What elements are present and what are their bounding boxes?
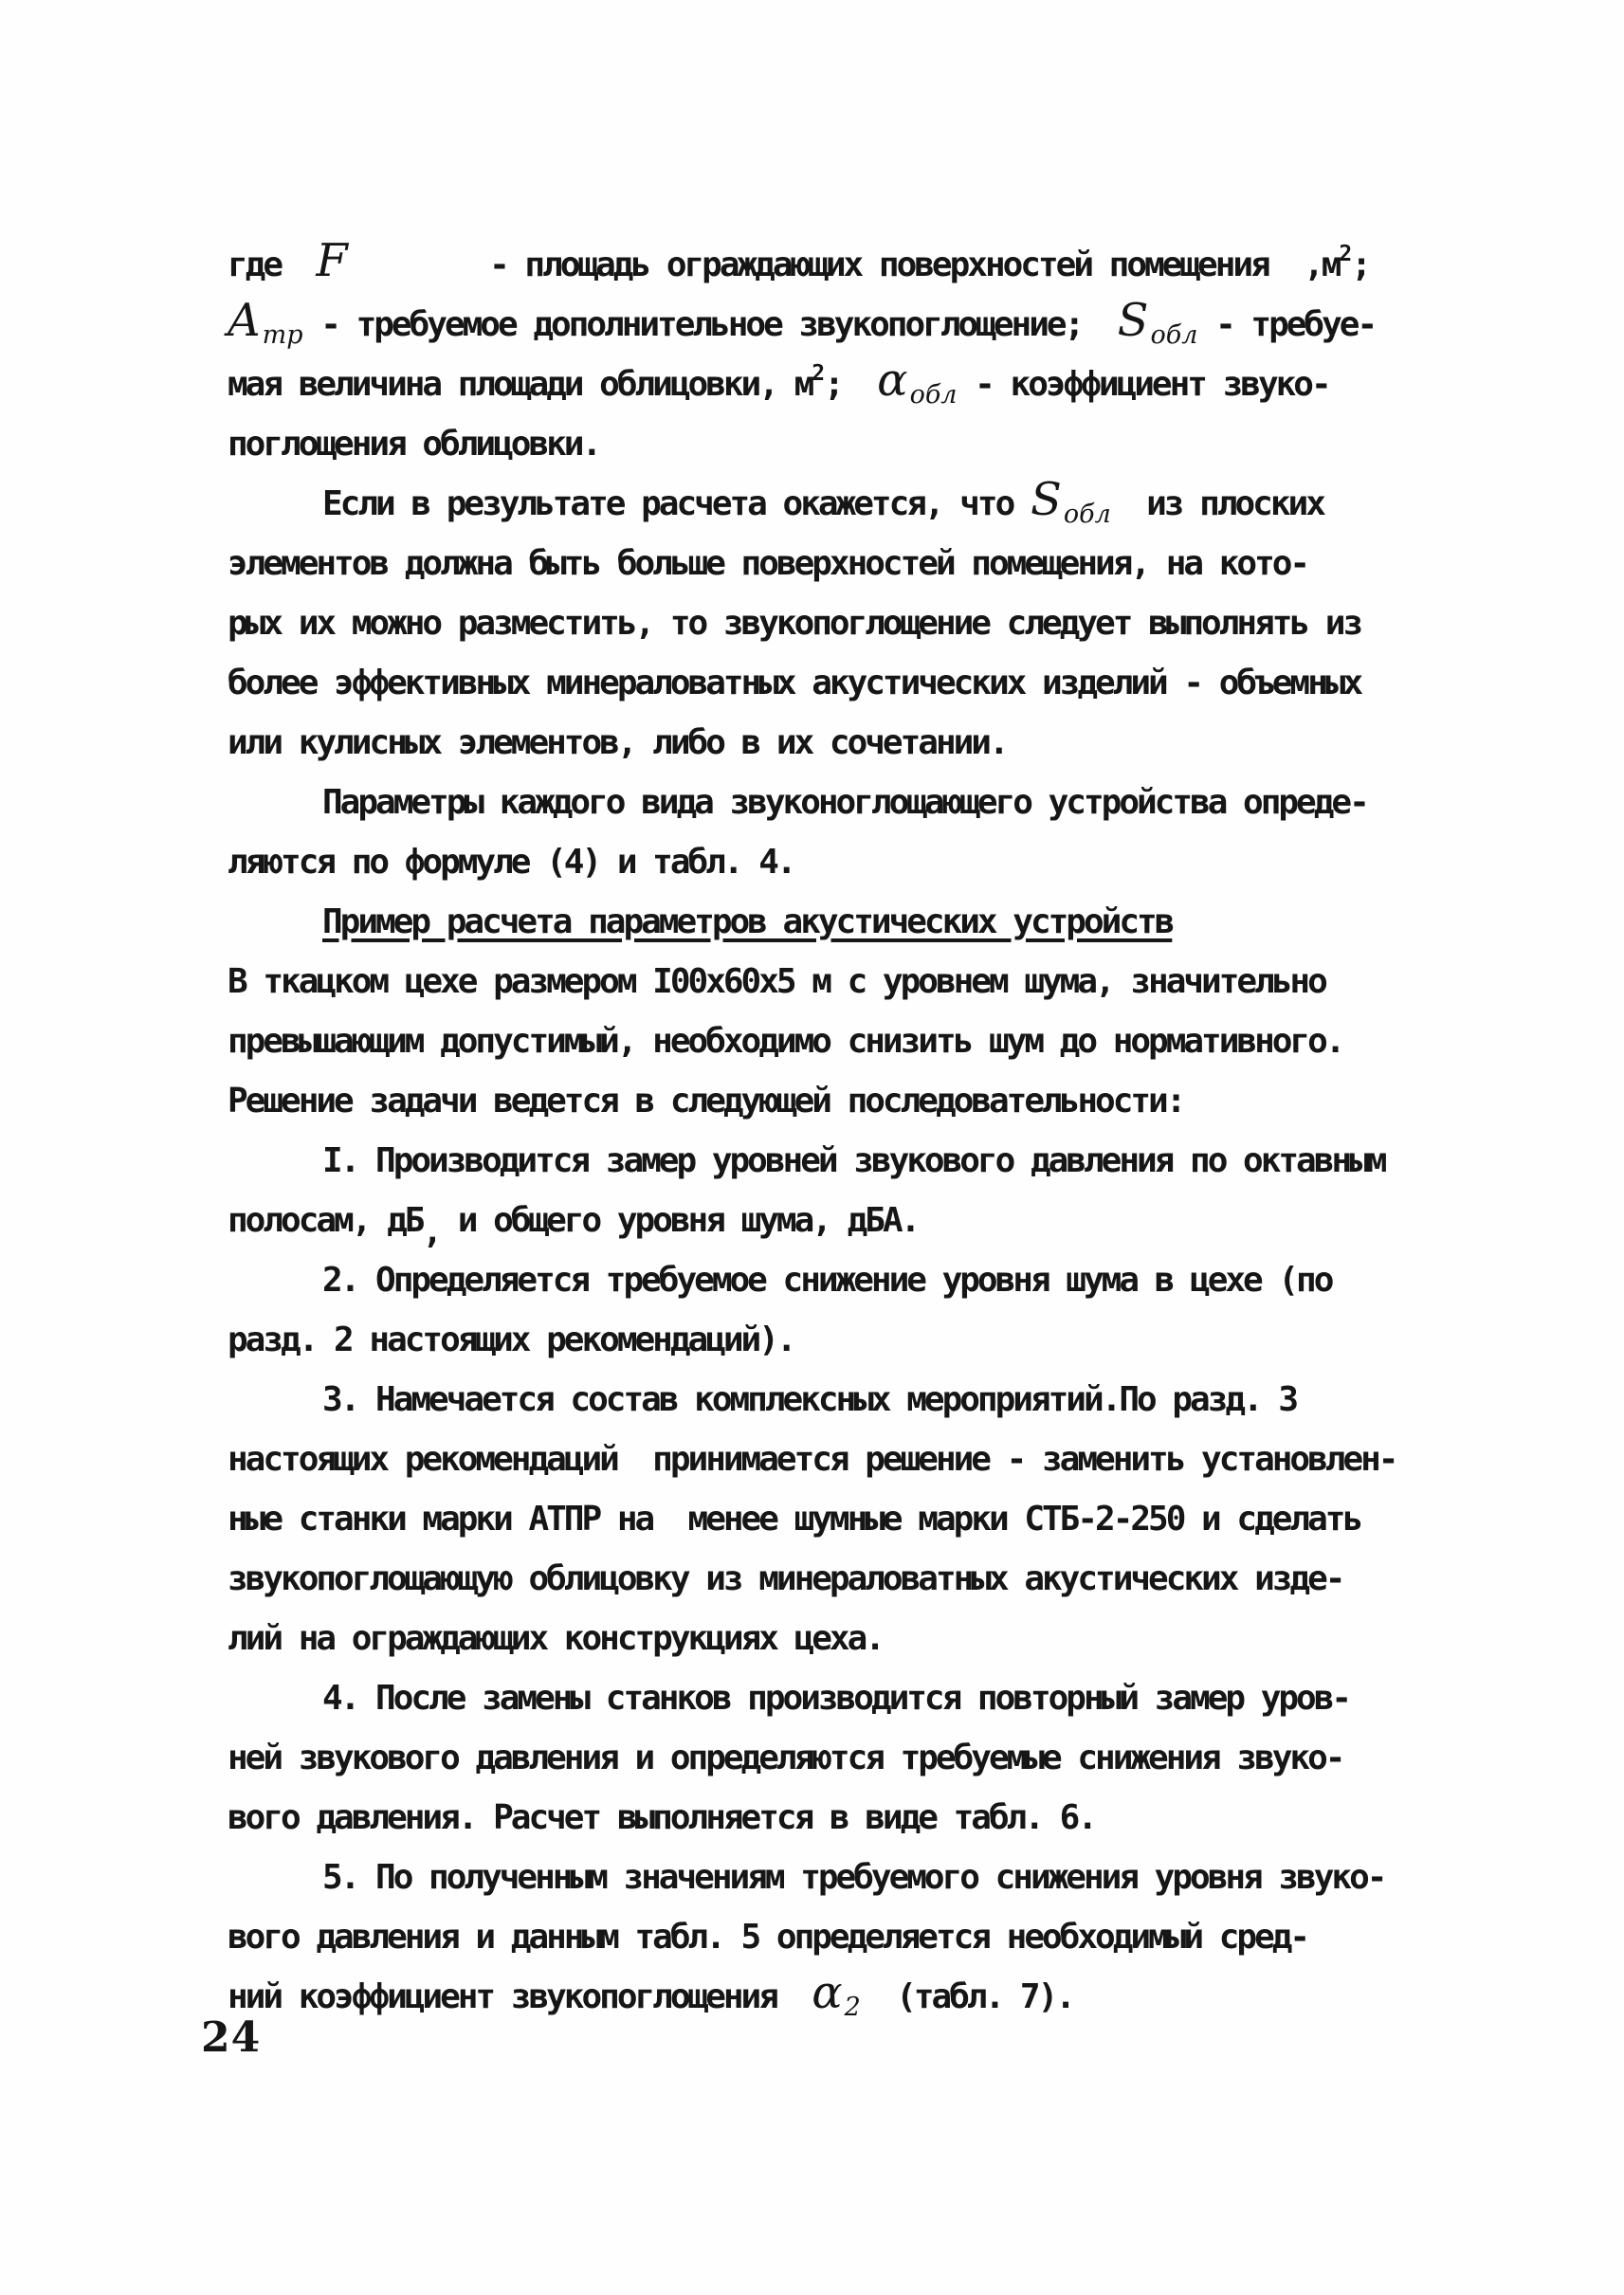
superscript-text: 2 bbox=[1339, 242, 1352, 266]
typewritten-text: разд. 2 настоящих рекомендаций). bbox=[228, 1321, 794, 1359]
text-line bbox=[228, 1549, 1460, 1609]
text-line bbox=[228, 1131, 1460, 1191]
typewritten-text: - требуемое дополнительное звукопоглощение; bbox=[302, 305, 1118, 344]
text-line bbox=[228, 1250, 1460, 1310]
text-line bbox=[228, 593, 1460, 653]
handwritten-formula: $A_{тр}$ bbox=[228, 294, 303, 350]
text-line bbox=[228, 295, 1460, 355]
typewritten-text: где bbox=[228, 246, 317, 284]
typewritten-text: 3. Намечается состав комплексных мероприятий.По разд. 3 bbox=[322, 1380, 1297, 1419]
text-line bbox=[228, 773, 1460, 832]
typewritten-text: Если в результате расчета окажется, что bbox=[322, 484, 1031, 523]
typewritten-text: Параметры каждого вида звуконоглощающего устройства опреде- bbox=[322, 783, 1367, 822]
typewritten-text: 4. После замены станков производится повторный замер уров- bbox=[322, 1679, 1350, 1718]
handwritten-formula: $\alpha_{обл}$ bbox=[877, 354, 958, 410]
typewritten-text: вого давления и данным табл. 5 определяется необходимый сред- bbox=[228, 1918, 1308, 1957]
typewritten-text: Решение задачи ведется в следующей последовательности: bbox=[228, 1082, 1184, 1120]
text-line bbox=[228, 1967, 1460, 2027]
typewritten-text: - требуе- bbox=[1197, 305, 1376, 344]
handwritten-formula: F bbox=[316, 234, 348, 287]
text-line bbox=[228, 1848, 1460, 1907]
text-line bbox=[228, 1071, 1460, 1131]
typewritten-text: превышающим допустимый, необходимо снизить шум до нормативного. bbox=[228, 1022, 1343, 1061]
text-line bbox=[228, 713, 1460, 773]
typewritten-text: из плоских bbox=[1110, 484, 1323, 523]
typewritten-text: более эффективных минераловатных акустических изделий - объемных bbox=[228, 664, 1361, 702]
page-number: 24 bbox=[201, 2013, 262, 2062]
text-line bbox=[228, 355, 1460, 414]
handwritten-formula: $S_{обл}$ bbox=[1117, 294, 1198, 350]
typewritten-text: 5. По полученным значениям требуемого снижения уровня звуко- bbox=[322, 1858, 1385, 1897]
superscript-text: 2 bbox=[812, 361, 825, 386]
typewritten-text: ний коэффициент звукопоглощения bbox=[228, 1977, 812, 2016]
text-line bbox=[228, 1907, 1460, 1967]
document-text-block bbox=[228, 235, 1460, 2027]
text-line bbox=[228, 235, 1460, 295]
text-line bbox=[228, 952, 1460, 1011]
typewritten-text: ней звукового давления и определяются требуемые снижения звуко- bbox=[228, 1739, 1343, 1777]
typewritten-text: I. Производится замер уровней звукового давления по октавным bbox=[322, 1141, 1385, 1180]
typewritten-text: В ткацком цехе размером I00х60х5 м с уровнем шума, значительно bbox=[228, 962, 1325, 1001]
typewritten-text: или кулисных элементов, либо в их сочетании. bbox=[228, 723, 1007, 762]
typewritten-text: лий на ограждающих конструкциях цеха. bbox=[228, 1619, 883, 1658]
text-line bbox=[228, 1489, 1460, 1549]
text-line bbox=[228, 1668, 1460, 1728]
typewritten-text: мая величина площади облицовки, м bbox=[228, 365, 812, 404]
typewritten-text: элементов должна быть больше поверхностей помещения, на кото- bbox=[228, 544, 1308, 583]
text-line bbox=[228, 1011, 1460, 1071]
typewritten-text: - площадь ограждающих поверхностей помещения ,м bbox=[347, 246, 1340, 284]
lowered-comma: , bbox=[422, 1212, 441, 1251]
typewritten-text: поглощения облицовки. bbox=[228, 425, 600, 464]
typewritten-text: рых их можно разместить, то звукопоглощение следует выполнять из bbox=[228, 604, 1361, 643]
text-line bbox=[228, 1788, 1460, 1848]
text-line bbox=[228, 414, 1460, 474]
text-line bbox=[228, 1370, 1460, 1430]
handwritten-formula: $\alpha_2$ bbox=[812, 1966, 861, 2022]
text-line bbox=[228, 1728, 1460, 1788]
typewritten-text: ; bbox=[824, 365, 878, 404]
text-line bbox=[228, 653, 1460, 713]
handwritten-formula: $S_{обл}$ bbox=[1030, 473, 1111, 529]
text-line bbox=[228, 1609, 1460, 1668]
typewritten-text: ные станки марки АТПР на менее шумные марки СТБ-2-250 и сделать bbox=[228, 1500, 1361, 1539]
typewritten-text: - коэффициент звуко- bbox=[957, 365, 1329, 404]
typewritten-text: вого давления. Расчет выполняется в виде табл. 6. bbox=[228, 1798, 1096, 1837]
text-line bbox=[228, 1310, 1460, 1370]
text-line bbox=[228, 1430, 1460, 1489]
text-line bbox=[228, 1191, 1460, 1250]
section-heading-line bbox=[228, 892, 1460, 952]
text-line bbox=[228, 534, 1460, 593]
typewritten-text: Пример расчета параметров акустических устройств bbox=[322, 902, 1173, 941]
typewritten-text: и общего уровня шума, дБА. bbox=[440, 1201, 919, 1240]
typewritten-text: ляются по формуле (4) и табл. 4. bbox=[228, 843, 794, 882]
typewritten-text: (табл. 7). bbox=[860, 1977, 1073, 2016]
typewritten-text: звукопоглощающую облицовку из минераловатных акустических изде- bbox=[228, 1559, 1343, 1598]
typewritten-text: 2. Определяется требуемое снижение уровня шума в цехе (по bbox=[322, 1261, 1332, 1300]
typewritten-text: настоящих рекомендаций принимается решение - заменить установлен- bbox=[228, 1440, 1396, 1479]
typewritten-text: ; bbox=[1351, 246, 1369, 284]
text-line bbox=[228, 474, 1460, 534]
text-line bbox=[228, 832, 1460, 892]
typewritten-text: полосам, дБ bbox=[228, 1201, 423, 1240]
